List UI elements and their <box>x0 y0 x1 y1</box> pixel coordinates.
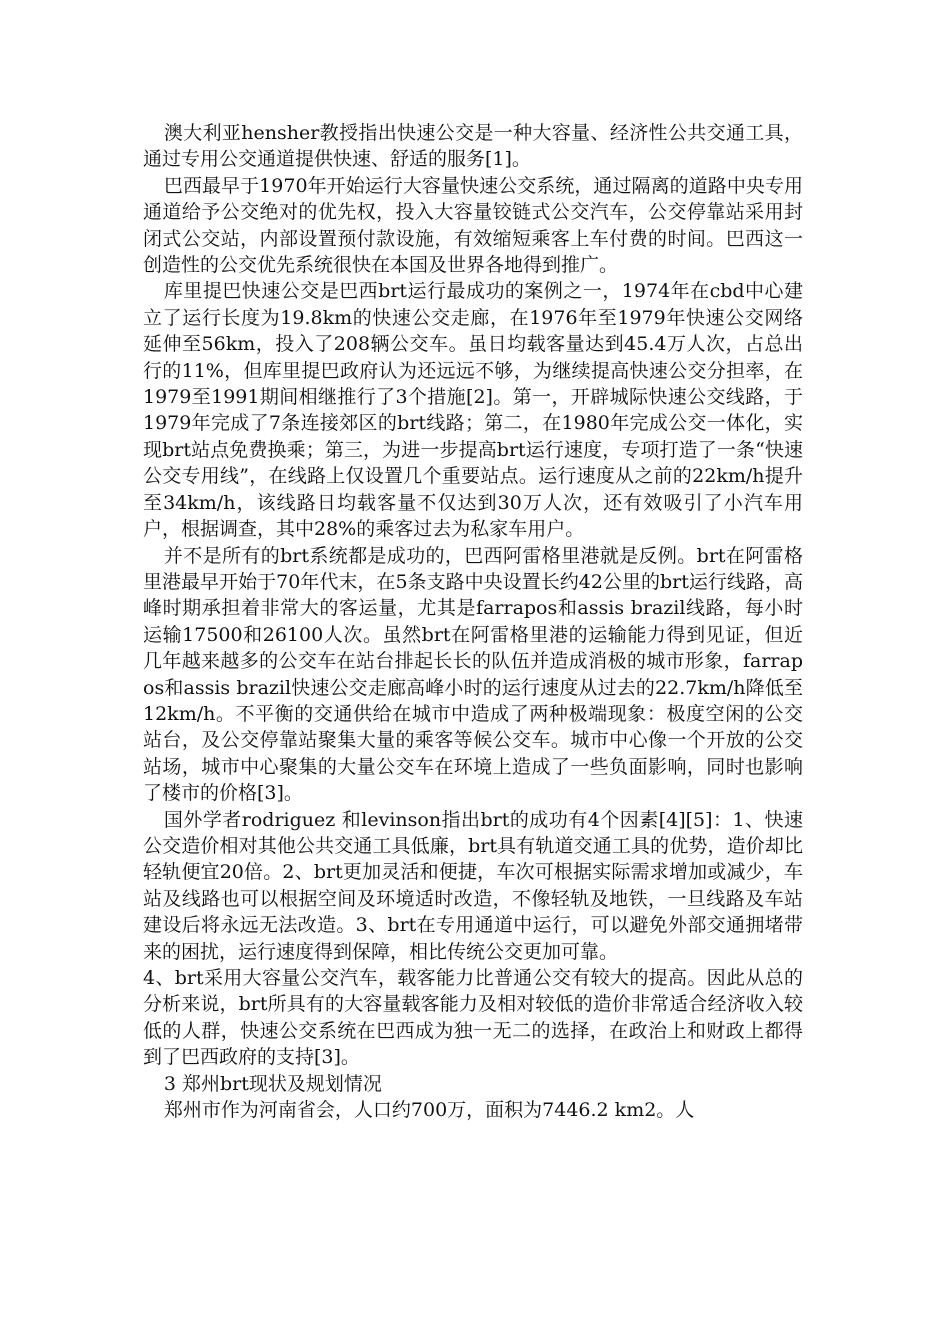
section-heading: 3 郑州brt现状及规划情况 <box>163 1072 382 1095</box>
paragraph-hensher: 澳大利亚hensher教授指出快速公交是一种大容量、经济性公共交通工具，通过专用公交通道提供快速、舒适的服务[1]。 <box>143 122 803 171</box>
paragraph-porto-alegre: 并不是所有的brt系统都是成功的，巴西阿雷格里港就是反例。brt在阿雷格里港最早开始于70年代末，在5条支路中央设置长约42公里的brt运行线路，高峰时期承担着非常大的客运量，尤其是farrapos和assis brazil线路，每小时运输17500和26100人次。虽然brt在阿雷格里港的运输能力得到见证，但近几年越来越多的公交车在站台排起长长的队伍并造成消极的城市形象，farrapos和assis brazil快速公交走廊高峰小时的运行速度从过去的22.7km/h降低至12km/h。不平衡的交通供给在城市中造成了两种极端现象：极度空闲的公交站台，及公交停靠站聚集大量的乘客等候公交车。城市中心像一个开放的公交站场，城市中心聚集的大量公交车在环境上造成了一些负面影响，同时也影响了楼市的价格[3]。 <box>143 544 803 805</box>
paragraph-factor-four: 4、brt采用大容量公交汽车，载客能力比普通公交有较大的提高。因此从总的分析来说，brt所具有的大容量载客能力及相对较低的造价非常适合经济收入较低的人群，快速公交系统在巴西成为独一无二的选择，在政治上和财政上都得到了巴西政府的支持[3]。 <box>143 967 803 1069</box>
paragraph-brazil-brt: 巴西最早于1970年开始运行大容量快速公交系统，通过隔离的道路中央专用通道给予公交绝对的优先权，投入大容量铰链式公交汽车，公交停靠站采用封闭式公交站，内部设置预付款设施，有效缩短乘客上车付费的时间。巴西这一创造性的公交优先系统很快在本国及世界各地得到推广。 <box>143 174 803 277</box>
paragraph-success-factors: 国外学者rodriguez 和levinson指出brt的成功有4个因素[4][5]：1、快速公交造价相对其他公共交通工具低廉，brt具有轨道交通工具的优势，造价却比轻轨便宜20倍。2、brt更加灵活和便捷，车次可根据实际需求增加或减少，车站及线路也可以根据空间及环境适时改造，不像轻轨及地铁，一旦线路及车站建设后将永远无法改造。3、brt在专用通道中运行，可以避免外部交通拥堵带来的困扰，运行速度得到保障，相比传统公交更加可靠。 <box>143 808 803 963</box>
paragraph-curitiba: 库里提巴快速公交是巴西brt运行最成功的案例之一，1974年在cbd中心建立了运行长度为19.8km的快速公交走廊，在1976年至1979年快速公交网络延伸至56km，投入了208辆公交车。虽日均载客量达到45.4万人次，占总出行的11%，但库里提巴政府认为还远远不够，为继续提高快速公交分担率，在1979至1991期间相继推行了3个措施[2]。第一，开辟城际快速公交线路，于1979年完成了7条连接郊区的brt线路；第二，在1980年完成公交一体化，实现brt站点免费换乘；第三，为进一步提高brt运行速度，专项打造了一条“快速公交专用线”，在线路上仅设置几个重要站点。运行速度从之前的22km/h提升至34km/h，该线路日均载客量不仅达到30万人次，还有效吸引了小汽车用户，根据调查，其中28%的乘客过去为私家车用户。 <box>143 280 803 541</box>
paragraph-zhengzhou: 郑州市作为河南省会，人口约700万，面积为7446.2 km2。人 <box>163 1099 695 1122</box>
document-page <box>143 120 803 1123</box>
